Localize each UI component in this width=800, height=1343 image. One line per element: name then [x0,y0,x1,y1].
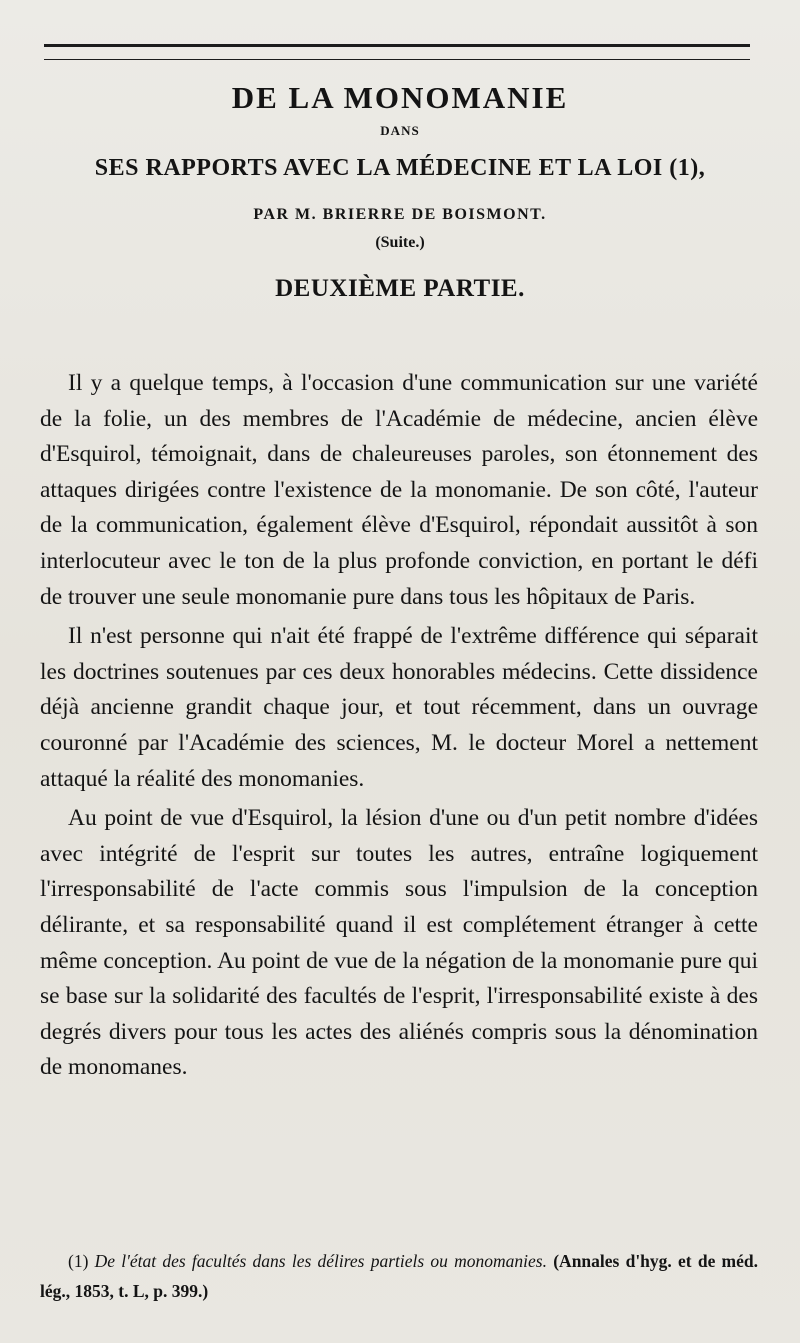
footnote-reference: (Annales d'hyg. et de méd. lég., 1853, t. L, p. 399.) [40,1251,759,1301]
paragraph-2: Il n'est personne qui n'ait été frappé de l'extrême différence qui séparait les doctrines soutenues par ces deux honorables médecins. Cette dissidence déjà ancienne grandit chaque jour, et tout récemment, dans un ouvrage couronné par l'Académie des sciences, M. le docteur Morel a nettement attaqué la réalité des monomanies. [40,623,758,792]
paragraph-1: Il y a quelque temps, à l'occasion d'une communication sur une variété de la folie, un des membres de l'Académie de médecine, ancien élève d'Esquirol, témoignait, dans de chaleureuses paroles, son étonnement des attaques dirigées contre l'existence de la monomanie. De son côté, l'auteur de la communication, également élève d'Esquirol, répondait aussitôt à son interlocuteur avec le ton de la plus profonde conviction, en portant le défi de trouver une seule monomanie pure dans tous les hôpitaux de Paris. [40,370,758,610]
footnote-number: (1) [68,1251,89,1271]
article-title: DE LA MONOMANIE [231,80,569,115]
title-connector: DANS [380,123,420,138]
header-rule [44,44,750,60]
part-heading: DEUXIÈME PARTIE. [275,275,525,302]
author-line: PAR M. BRIERRE DE BOISMONT. [253,206,547,223]
continuation-note: (Suite.) [375,234,425,251]
paragraph-3: Au point de vue d'Esquirol, la lésion d'une ou d'un petit nombre d'idées avec intégrité de l'esprit sur toutes les autres, entraîne logiquement l'irresponsabilité de l'acte commis sous l'impulsion de la conception délirante, et sa responsabilité quand il est complétement étranger à cette même conception. Au point de vue de la négation de la monomanie pure qui se base sur la solidarité des facultés de l'esprit, l'irresponsabilité existe à des degrés divers pour tous les actes des aliénés compris sous la dénomination de monomanes. [40,805,758,1081]
footnote-text: De l'état des facultés dans les délires partiels ou monomanies. [94,1251,547,1271]
title-block [0,78,800,306]
footnote [40,1246,758,1306]
article-body [40,366,758,1086]
article-subtitle: SES RAPPORTS AVEC LA MÉDECINE ET LA LOI (1), [94,155,706,181]
